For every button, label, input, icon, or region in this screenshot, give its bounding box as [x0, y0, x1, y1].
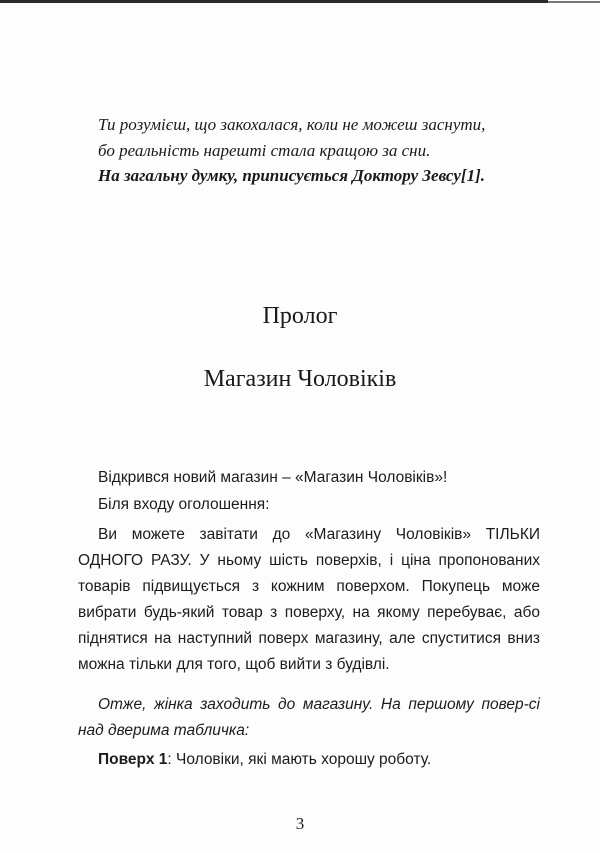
top-scan-edge — [0, 0, 548, 3]
floor-1-text: : Чоловіки, які мають хорошу роботу. — [167, 751, 432, 768]
paragraph-woman-enters: Отже, жінка заходить до магазину. На першому повер-сі над дверима табличка: — [78, 696, 540, 739]
epigraph-line-1: Ти розумієш, що закохалася, коли не можеш заснути, — [98, 115, 486, 134]
paragraph-floor-1 — [98, 747, 540, 773]
top-scan-edge-tail — [548, 1, 600, 3]
floor-1-label: Поверх 1 — [98, 751, 168, 768]
paragraph-rules: Ви можете завітати до «Магазину Чоловіків» ТІЛЬКИ ОДНОГО РАЗУ. У ньому шість поверхів, і ціна пропонованих товарів підвищується з кожним поверхом. Покупець може вибрати будь-який товар з поверху, на якому перебуває, або піднятися на наступний поверх магазину, але спуститися вниз можна тільки для того, щоб вийти з будівлі. — [78, 526, 540, 673]
chapter-title: Пролог — [262, 303, 338, 329]
paragraph-entrance-notice: Біля входу оголошення: — [98, 496, 270, 513]
chapter-subtitle: Магазин Чоловіків — [203, 366, 397, 392]
epigraph-attribution: На загальну думку, приписується Доктору Зевсу[1]. — [98, 166, 485, 185]
paragraph-announcement: Відкрився новий магазин – «Магазин Чоловіків»! — [98, 469, 448, 486]
epigraph-quote — [98, 112, 518, 164]
page-number: 3 — [295, 814, 305, 833]
epigraph-line-2: бо реальність нарешті стала кращою за сни. — [98, 141, 431, 160]
